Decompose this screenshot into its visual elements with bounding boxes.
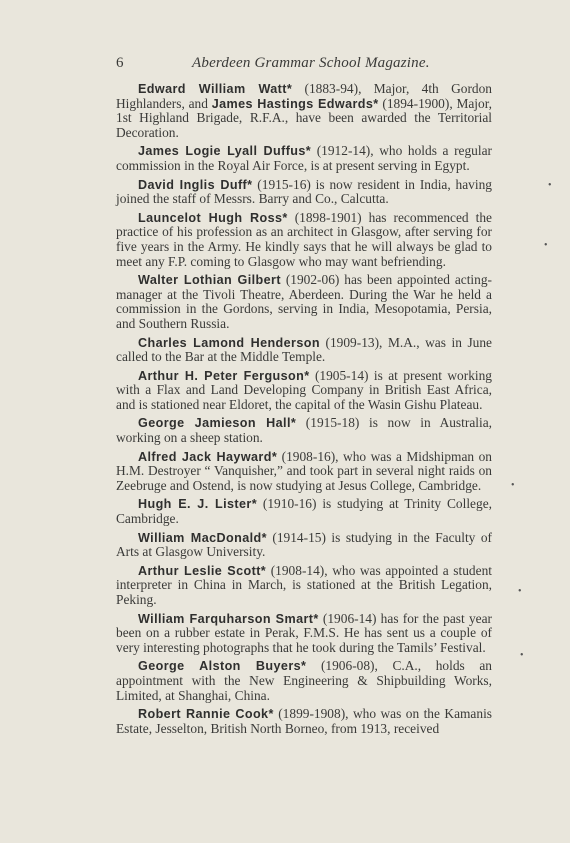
news-entry [116, 531, 492, 560]
person-name: James Logie Lyall Duffus* [138, 144, 312, 159]
person-name: James Hastings Edwards* [211, 96, 379, 111]
entry-text: (1912-14), who holds a regular commission in the Royal Air Force, is at present serving in Egypt. [116, 143, 492, 173]
news-entry [116, 707, 492, 736]
entry-text: (1902-06) has been appointed acting-manager at the Tivoli Theatre, Aberdeen. During the War he held a commission in the Gordons, serving in India, Mesopotamia, Persia, and Southern Russia. [116, 272, 492, 331]
entry-text: (1915-18) is now in Australia, working on a sheep station. [116, 415, 492, 446]
person-name: Edward William Watt* [138, 82, 293, 96]
news-entry [116, 82, 492, 140]
person-name: Arthur Leslie Scott* [138, 563, 267, 578]
entry-text: (1908-16), who was a Midshipman on H.M. Destroyer “ Vanquisher,” and took part in several night raids on Zeebruge and Ostend, is now studying at Jesus College, Cambridge. [116, 448, 492, 493]
margin-mark: • [520, 650, 524, 661]
person-name: William Farquharson Smart* [138, 611, 319, 626]
news-entry [116, 369, 492, 413]
news-entry [116, 211, 492, 269]
news-entry [116, 416, 492, 445]
page-number: 6 [116, 55, 124, 71]
person-name: Walter Lothian Gilbert [138, 273, 281, 288]
person-name: William MacDonald* [138, 530, 267, 545]
news-entry [116, 659, 492, 703]
news-entry [116, 144, 492, 173]
person-name: Launcelot Hugh Ross* [138, 210, 288, 225]
news-entries [116, 82, 492, 740]
entry-text: (1908-14), who was appointed a student interpreter in China in March, is stationed at the British Legation, Peking. [116, 562, 492, 607]
margin-mark: • [511, 480, 515, 491]
person-name: George Jamieson Hall* [138, 416, 297, 431]
person-name: Robert Rannie Cook* [138, 707, 274, 722]
news-entry [116, 178, 492, 207]
entry-text: (1915-16) is now resident in India, having joined the staff of Messrs. Barry and Co., Calcutta. [116, 176, 492, 207]
entry-text: (1906-14) has for the past year been on a rubber estate in Perak, F.M.S. He has sent us a couple of very interesting photographs that he took during the Tamils’ Festival. [116, 610, 492, 655]
entry-text: (1899-1908), who was on the Kamanis Estate, Jesselton, British North Borneo, from 1913, received [116, 706, 492, 736]
person-name: George Alston Buyers* [138, 659, 307, 674]
person-name: Arthur H. Peter Ferguson* [138, 368, 310, 383]
person-name: Charles Lamond Henderson [138, 335, 320, 350]
news-entry [116, 612, 492, 656]
entry-text: (1883-94), Major, 4th Gordon Highlanders, and [116, 81, 492, 111]
entry-text: (1914-15) is studying in the Faculty of Arts at Glasgow University. [116, 529, 492, 560]
person-name: Hugh E. J. Lister* [138, 497, 258, 512]
margin-mark: • [544, 240, 548, 251]
news-entry [116, 273, 492, 331]
person-name: Alfred Jack Hayward* [138, 449, 278, 464]
entry-text: (1894-1900), Major, 1st Highland Brigade, R.F.A., have been awarded the Territorial Decoration. [116, 95, 492, 140]
entry-text: (1898-1901) has recommenced the practice of his profession as an architect in Glasgow, after serving for five years in the Army. He kindly says that he will always be glad to meet any F.P. coming to Glasgow who may want befriending. [116, 209, 492, 269]
person-name: David Inglis Duff* [138, 177, 253, 192]
entry-text: (1905-14) is at present working with a Flax and Land Developing Company in British East Africa, and is stationed near Eldoret, the capital of the Wasin Gishu Plateau. [116, 367, 493, 412]
margin-mark: • [518, 586, 522, 597]
news-entry [116, 450, 492, 494]
margin-mark: • [548, 180, 552, 191]
news-entry [116, 336, 492, 365]
entry-text: (1906-08), C.A., holds an appointment with the New Engineering & Shipbuilding Works, Limited, at Shanghai, China. [116, 658, 492, 703]
news-entry [116, 564, 492, 608]
entry-text: (1909-13), M.A., was in June called to the Bar at the Middle Temple. [116, 334, 492, 365]
running-title: Aberdeen Grammar School Magazine. [192, 55, 430, 71]
entry-text: (1910-16) is studying at Trinity College, Cambridge. [116, 496, 492, 527]
news-entry [116, 497, 492, 526]
